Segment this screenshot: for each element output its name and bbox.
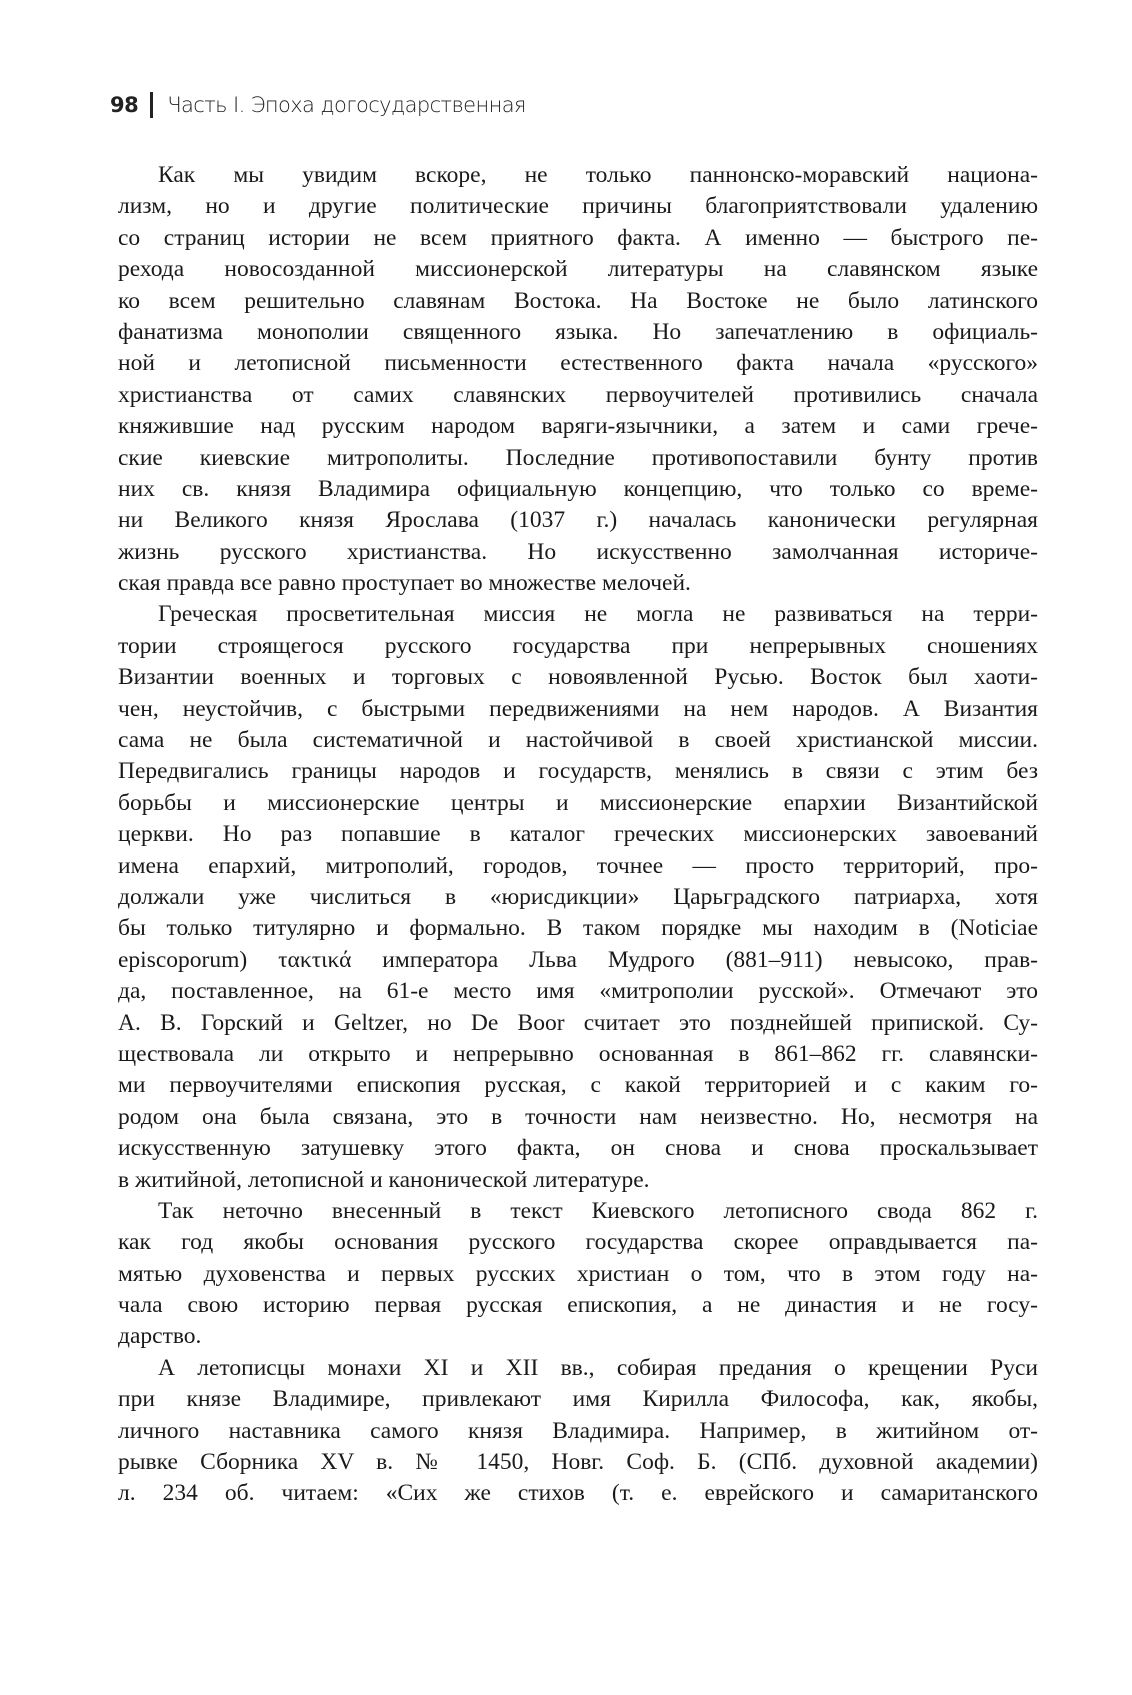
text-line: ские киевские митрополиты. Последние противопоставили бунту против [118,444,1038,471]
text-line: А. В. Горский и Geltzer, но De Boor считает это позднейшей припиской. Су- [118,1009,1038,1036]
text-line: искусственную затушевку этого факта, он снова и снова проскальзывает [118,1135,1038,1162]
page-number: 98 [110,93,139,117]
text-line: лизм, но и другие политические причины благоприятствовали удалению [118,193,1038,220]
text-line: ко всем решительно славянам Востока. На Востоке не было латинского [118,287,1038,314]
text-line: родом она была связана, это в точности нам неизвестно. Но, несмотря на [118,1103,1038,1130]
text-line: со страниц истории не всем приятного факта. А именно — быстрого пе- [118,224,1038,251]
text-line: Передвигались границы народов и государств, менялись в связи с этим без [118,758,1038,785]
header-divider [150,92,153,118]
text-line: ская правда все равно проступает во множестве мелочей. [118,570,691,597]
text-line: ществовала ли открыто и непрерывно основанная в 861–862 гг. славянски- [118,1040,1038,1067]
paragraph [118,1353,1038,1510]
text-line: episcoporum) τακτικά императора Льва Мудрого (881–911) невысоко, прав- [118,946,1038,973]
text-line: рехода новосозданной миссионерской литературы на славянском языке [118,256,1038,283]
text-line: да, поставленное, на 61-е место имя «митрополии русской». Отмечают это [118,978,1038,1005]
text-line: княжившие над русским народом варяги-язычники, а затем и сами грече- [118,413,1038,440]
paragraph [118,599,1038,1195]
running-header [110,92,526,118]
text-line: в житийной, летописной и канонической литературе. [118,1166,650,1193]
text-line: Как мы увидим вскоре, не только паннонско-моравский национа- [158,162,1038,188]
text-line: А летописцы монахи XI и XII вв., собирая предания о крещении Руси [158,1354,1038,1381]
text-line: мятью духовенства и первых русских христиан о том, что в этом году на- [118,1260,1038,1287]
paragraph [118,160,1038,599]
text-line: сама не была систематичной и настойчивой в своей христианской миссии. [118,727,1038,754]
text-line: них св. князя Владимира официальную концепцию, что только со време- [118,475,1038,502]
text-line: чен, неустойчив, с быстрыми передвижениями на нем народов. А Византия [118,695,1038,722]
text-line: чала свою историю первая русская епископия, а не династия и не госу- [118,1292,1038,1319]
text-line: жизнь русского христианства. Но искусственно замолчанная историче- [118,538,1038,565]
text-line: рывке Сборника XV в. № 1450, Новг. Соф. Б. (СПб. духовной академии) [118,1449,1038,1476]
text-line: борьбы и миссионерские центры и миссионерские епархии Византийской [118,789,1038,816]
text-line: как год якобы основания русского государства скорее оправдывается па- [118,1229,1038,1256]
paragraph [118,1196,1038,1353]
text-line: л. 234 об. читаем: «Сих же стихов (т. е. еврейского и самаританского [118,1480,1038,1507]
text-line: ной и летописной письменности естественного факта начала «русского» [118,350,1038,377]
text-line: христианства от самих славянских первоучителей противились сначала [118,381,1038,408]
text-line: личного наставника самого князя Владимира. Например, в житийном от- [118,1417,1038,1444]
text-line: фанатизма монополии священного языка. Но запечатлению в официаль- [118,318,1038,345]
text-line: ни Великого князя Ярослава (1037 г.) началась канонически регулярная [118,507,1038,534]
text-line: должали уже числиться в «юрисдикции» Царьградского патриарха, хотя [118,883,1038,910]
running-title: Часть I. Эпоха догосударственная [167,93,526,117]
text-line: дарство. [118,1323,202,1350]
text-line: тории строящегося русского государства при непрерывных сношениях [118,632,1038,659]
text-line: Византии военных и торговых с новоявленной Русью. Восток был хаоти- [118,664,1038,691]
text-line: Греческая просветительная миссия не могла не развиваться на терри- [158,601,1038,628]
text-line: ми первоучителями епископия русская, с какой территорией и с каким го- [118,1072,1038,1099]
body-text [118,160,1038,1510]
text-line: имена епархий, митрополий, городов, точнее — просто территорий, про- [118,852,1038,879]
text-line: Так неточно внесенный в текст Киевского летописного свода 862 г. [158,1197,1038,1224]
text-line: церкви. Но раз попавшие в каталог греческих миссионерских завоеваний [118,821,1038,848]
text-line: бы только титулярно и формально. В таком порядке мы находим в (Noticiae [118,915,1038,942]
text-line: при князе Владимире, привлекают имя Кирилла Философа, как, якобы, [118,1386,1038,1413]
